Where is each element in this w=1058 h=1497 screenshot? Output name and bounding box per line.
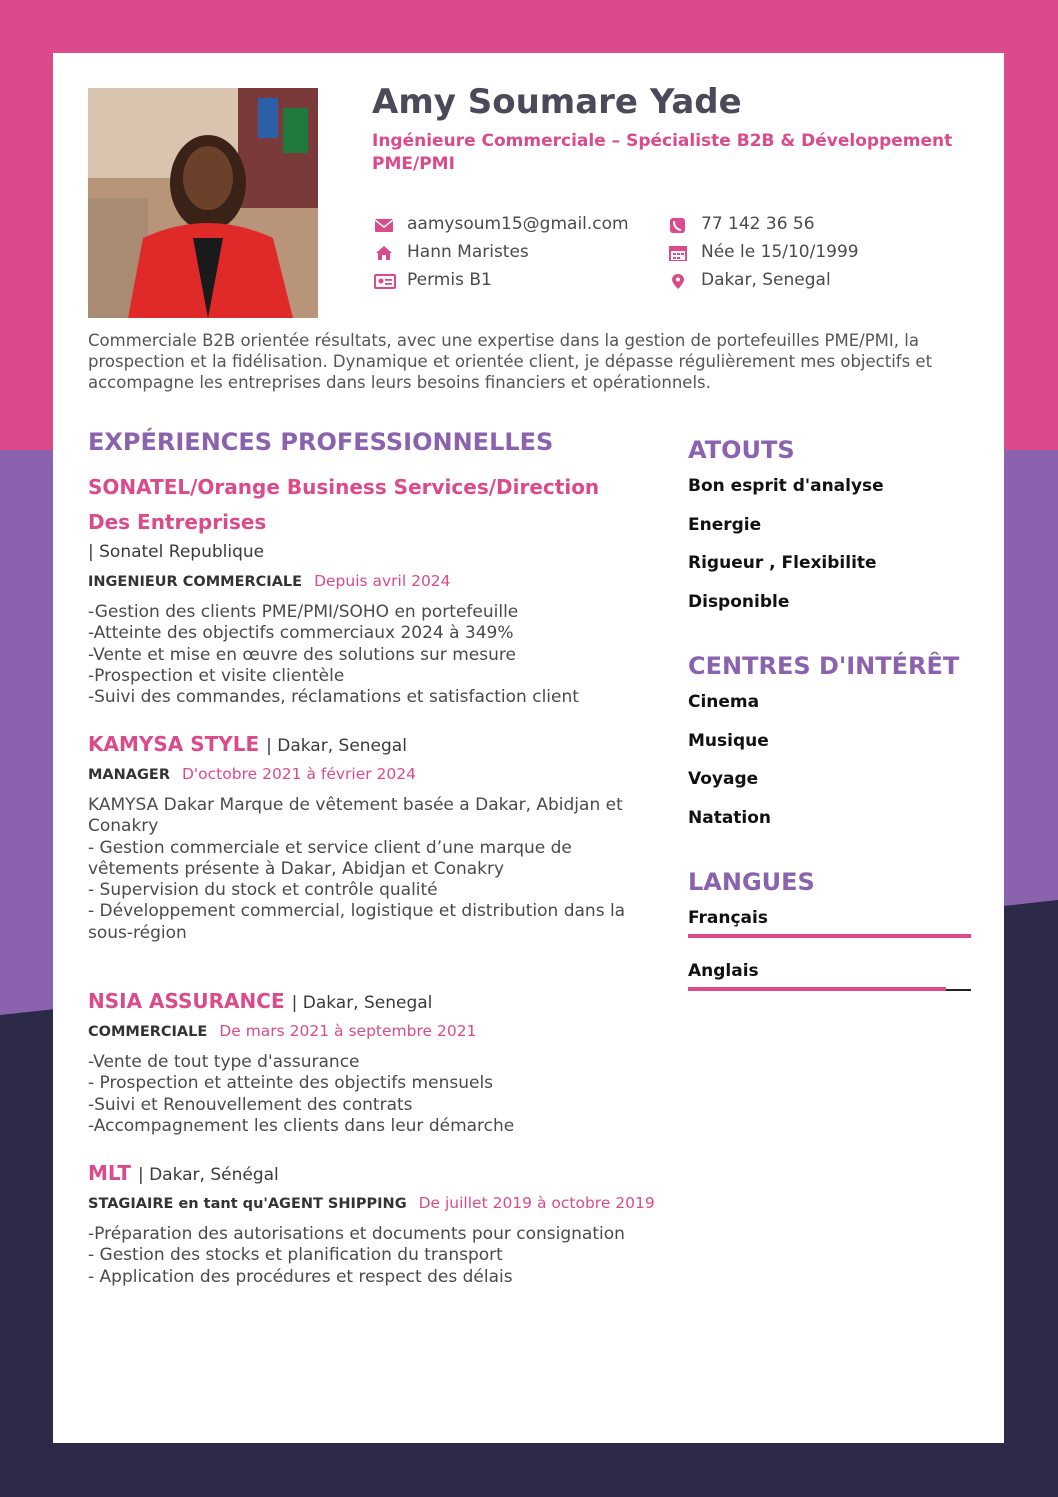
map-pin-icon	[668, 273, 688, 289]
language-bar-fill	[688, 987, 946, 991]
atout-item: Bon esprit d'analyse	[688, 476, 884, 496]
job-description: KAMYSA Dakar Marque de vêtement basée a Dakar, Abidjan et Conakry - Gestion commerciale et service client d’une marque de vêtements présente à Dakar, Abidjan et Conakry - Supervision du stock et contrôle qualité - Développement commercial, logistique et distribution dans la sous-région	[88, 795, 626, 943]
job-role-line	[88, 572, 451, 590]
interest-item: Voyage	[688, 769, 759, 789]
envelope-icon	[374, 217, 394, 233]
profile-photo	[88, 88, 318, 318]
atout-item: Disponible	[688, 592, 790, 612]
atouts-title: ATOUTS	[688, 436, 795, 464]
job-dates: De juillet 2019 à octobre 2019	[418, 1194, 655, 1212]
job-role: COMMERCIALE	[88, 1024, 208, 1040]
candidate-name: Amy Soumare Yade	[372, 82, 742, 122]
job-location: | Sonatel Republique	[88, 542, 265, 562]
job-role: MANAGER	[88, 767, 170, 783]
calendar-icon	[668, 245, 688, 261]
job-description: -Gestion des clients PME/PMI/SOHO en portefeuille -Atteinte des objectifs commerciaux 2024 à 349% -Vente et mise en œuvre des solutions sur mesure -Prospection et visite clientèle -Suivi des commandes, réclamations et satisfaction client	[88, 602, 579, 708]
languages-title: LANGUES	[688, 868, 815, 896]
language-bar-fill	[688, 934, 971, 938]
interest-item: Cinema	[688, 692, 760, 712]
interests-title: CENTRES D'INTÉRÊT	[688, 652, 960, 680]
job-dates: De mars 2021 à septembre 2021	[219, 1022, 477, 1040]
job-company: NSIA ASSURANCE | Dakar, Senegal	[88, 989, 433, 1013]
interest-item: Musique	[688, 731, 769, 751]
phone-icon	[668, 217, 688, 233]
job-role: STAGIAIRE en tant qu'AGENT SHIPPING	[88, 1196, 407, 1212]
experience-title: EXPÉRIENCES PROFESSIONNELLES	[88, 428, 554, 456]
atout-item: Energie	[688, 515, 762, 535]
profile-summary: Commerciale B2B orientée résultats, avec une expertise dans la gestion de portefeuilles PME/PMI, la prospection et la fidélisation. Dynamique et orientée client, je dépasse régulièrement mes objectifs et accompagne les entreprises dans leurs besoins financiers et opérationnels.	[88, 331, 933, 392]
job-description: -Vente de tout type d'assurance - Prospection et atteinte des objectifs mensuels -Suivi et Renouvellement des contrats -Accompagnement les clients dans leur démarche	[88, 1052, 515, 1136]
candidate-headline: Ingénieure Commerciale – Spécialiste B2B & Développement PME/PMI	[372, 131, 953, 174]
language-name: Français	[688, 908, 768, 928]
atout-item: Rigueur , Flexibilite	[688, 553, 877, 573]
job-company: KAMYSA STYLE | Dakar, Senegal	[88, 732, 407, 756]
job-company: SONATEL/Orange Business Services/Direction Des Entreprises	[88, 475, 600, 534]
job-role-line	[88, 1194, 655, 1212]
job-company: MLT | Dakar, Sénégal	[88, 1161, 279, 1185]
language-name: Anglais	[688, 961, 759, 981]
job-role-line	[88, 1022, 476, 1040]
job-role-line	[88, 765, 416, 783]
job-dates: Depuis avril 2024	[314, 572, 451, 590]
interest-item: Natation	[688, 808, 772, 828]
id-card-icon	[374, 273, 396, 289]
home-icon	[374, 245, 394, 261]
job-role: INGENIEUR COMMERCIALE	[88, 574, 303, 590]
job-description: -Préparation des autorisations et documents pour consignation - Gestion des stocks et planification du transport - Application des procédures et respect des délais	[88, 1224, 625, 1287]
job-dates: D'octobre 2021 à février 2024	[181, 765, 417, 783]
